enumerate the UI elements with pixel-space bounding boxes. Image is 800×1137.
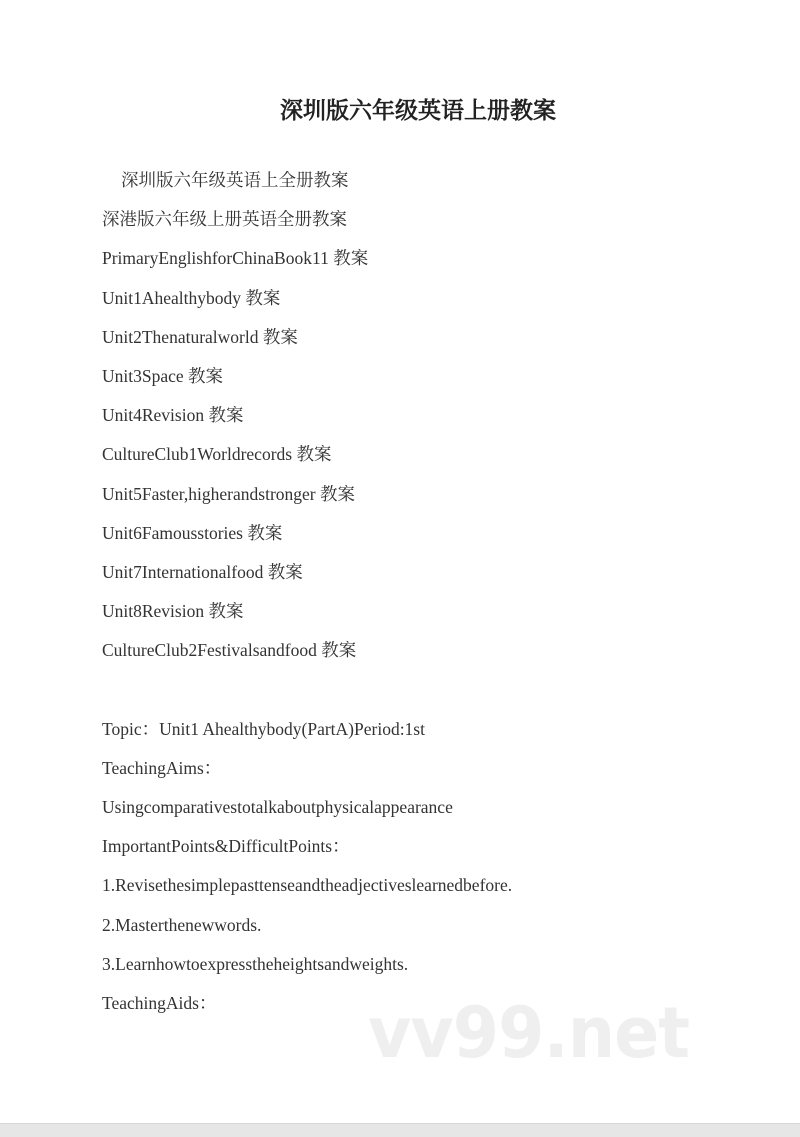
lesson-point: 1.Revisethesimplepasttenseandtheadjectiveslearnedbefore. <box>102 875 513 896</box>
blank-line <box>102 670 512 709</box>
lesson-aids-heading: TeachingAids： <box>102 992 217 1013</box>
lesson-aims-heading: TeachingAims： <box>102 757 222 778</box>
document-title: 深圳版六年级英语上册教案 <box>280 98 556 124</box>
toc-line: CultureClub2Festivalsandfood 教案 <box>102 640 357 661</box>
toc-line: 深港版六年级上册英语全册教案 <box>102 209 347 230</box>
toc-line: Unit1Ahealthybody 教案 <box>102 287 281 308</box>
lesson-point: 2.Masterthenewwords. <box>102 914 262 935</box>
toc-line: Unit4Revision 教案 <box>102 405 244 426</box>
document-body <box>102 161 512 1023</box>
toc-line: Unit2Thenaturalworld 教案 <box>102 326 298 347</box>
toc-line: Unit8Revision 教案 <box>102 601 244 622</box>
watermark: vv99.net <box>368 992 690 1074</box>
toc-line: Unit7Internationalfood 教案 <box>102 561 303 582</box>
toc-line: Unit6Famousstories 教案 <box>102 522 283 543</box>
toc-line: CultureClub1Worldrecords 教案 <box>102 444 332 465</box>
lesson-topic: Topic：Unit1 Ahealthybody(PartA)Period:1st <box>102 718 425 739</box>
toc-line: Unit5Faster,higherandstronger 教案 <box>102 483 355 504</box>
toc-line: PrimaryEnglishforChinaBook11 教案 <box>102 248 369 269</box>
lesson-point: 3.Learnhowtoexpresstheheightsandweights. <box>102 953 409 974</box>
lesson-points-heading: ImportantPoints&DifficultPoints： <box>102 836 350 857</box>
toc-line: 深圳版六年级英语上全册教案 <box>121 170 349 190</box>
lesson-aims: Usingcomparativestotalkaboutphysicalappearance <box>102 797 453 817</box>
toc-line: Unit3Space 教案 <box>102 365 224 386</box>
